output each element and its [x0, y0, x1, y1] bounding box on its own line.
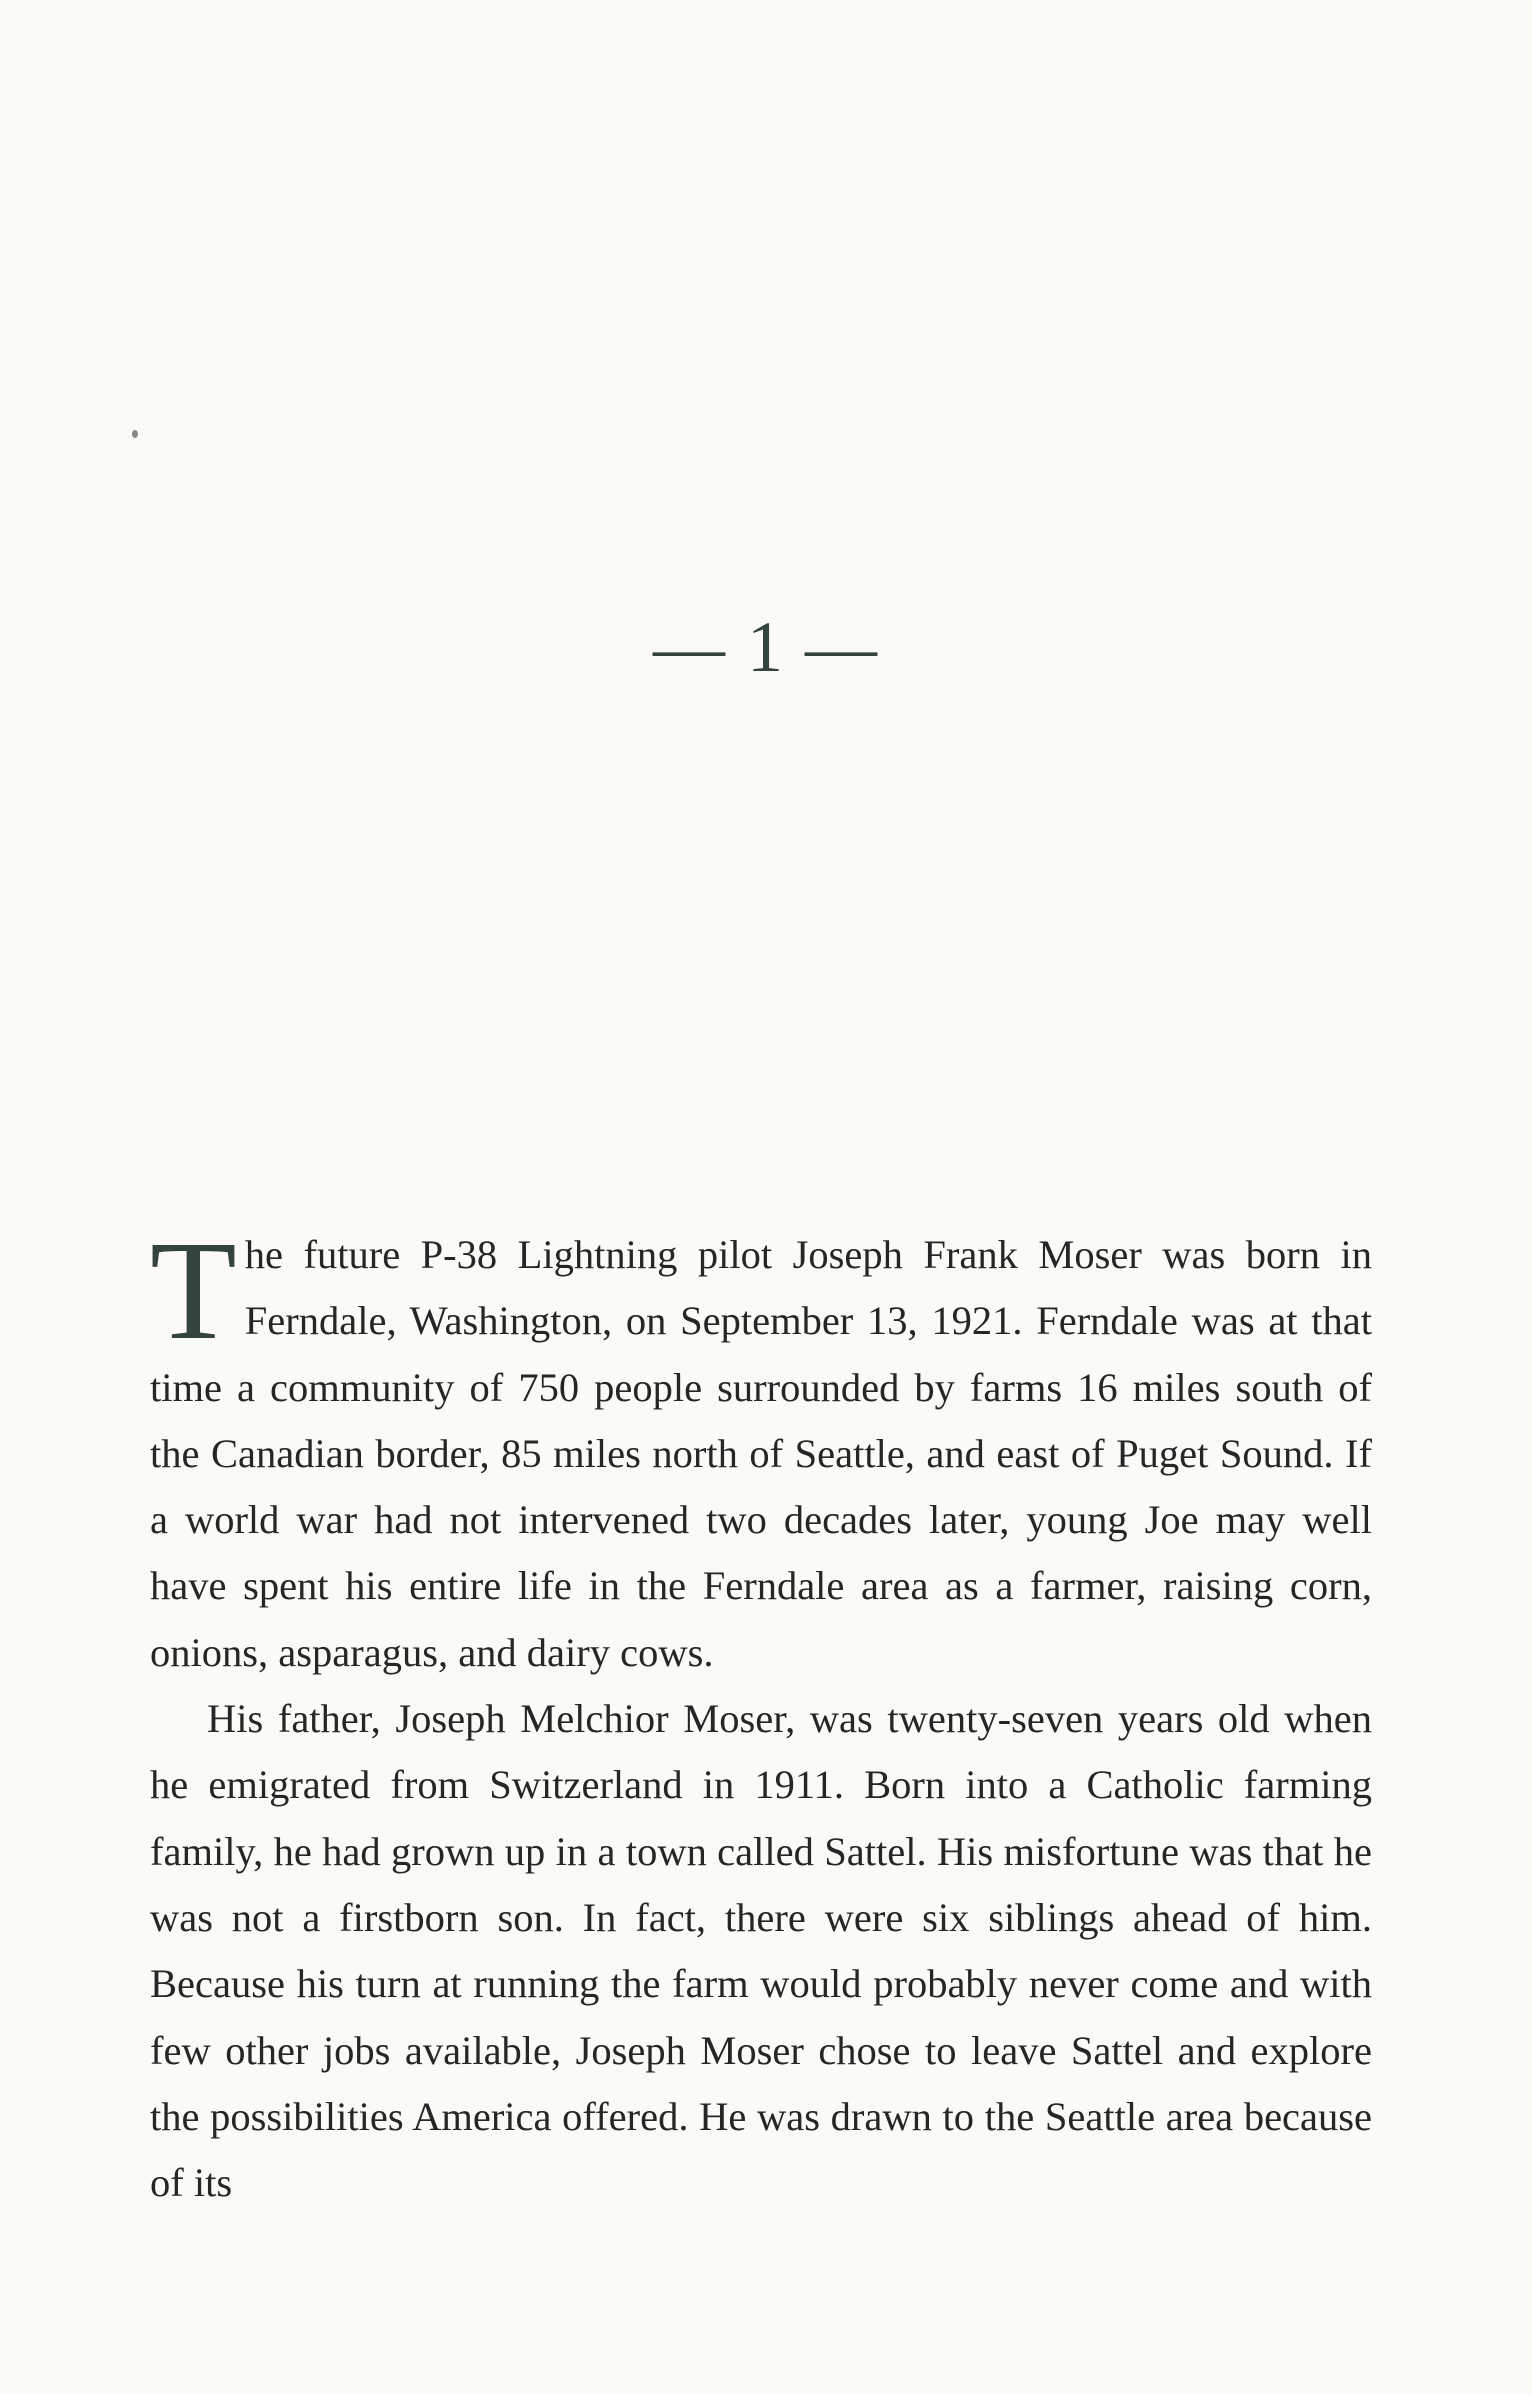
paragraph-1: [150, 1211, 1372, 1686]
drop-cap: T: [150, 1211, 237, 1369]
paragraph-2-text: His father, Joseph Melchior Moser, was twenty-seven years old when he emigrated from Switzerland in 1911. Born into a Catholic farming family, he had grown up in a town called Sattel. His misfortune was that he was not a firstborn son. In fact, there were six siblings ahead of him. Because his turn at running the farm would probably never come and with few other jobs available, Joseph Moser chose to leave Sattel and explore the possibilities America offered. He was drawn to the Seattle area because of its: [150, 1696, 1372, 2206]
stray-ink-mark: [132, 430, 138, 438]
paragraph-2: [150, 1686, 1372, 2216]
body-text: [150, 1211, 1372, 2216]
chapter-number: — 1 —: [653, 607, 879, 687]
paragraph-1-text: he future P-38 Lightning pilot Joseph Frank Moser was born in Ferndale, Washington, on September 13, 1921. Ferndale was at that time a community of 750 people surrounded by farms 16 miles south of the Canadian border, 85 miles north of Seattle, and east of Puget Sound. If a world war had not intervened two decades later, young Joe may well have spent his entire life in the Ferndale area as a farmer, raising corn, onions, asparagus, and dairy cows.: [150, 1232, 1372, 1675]
